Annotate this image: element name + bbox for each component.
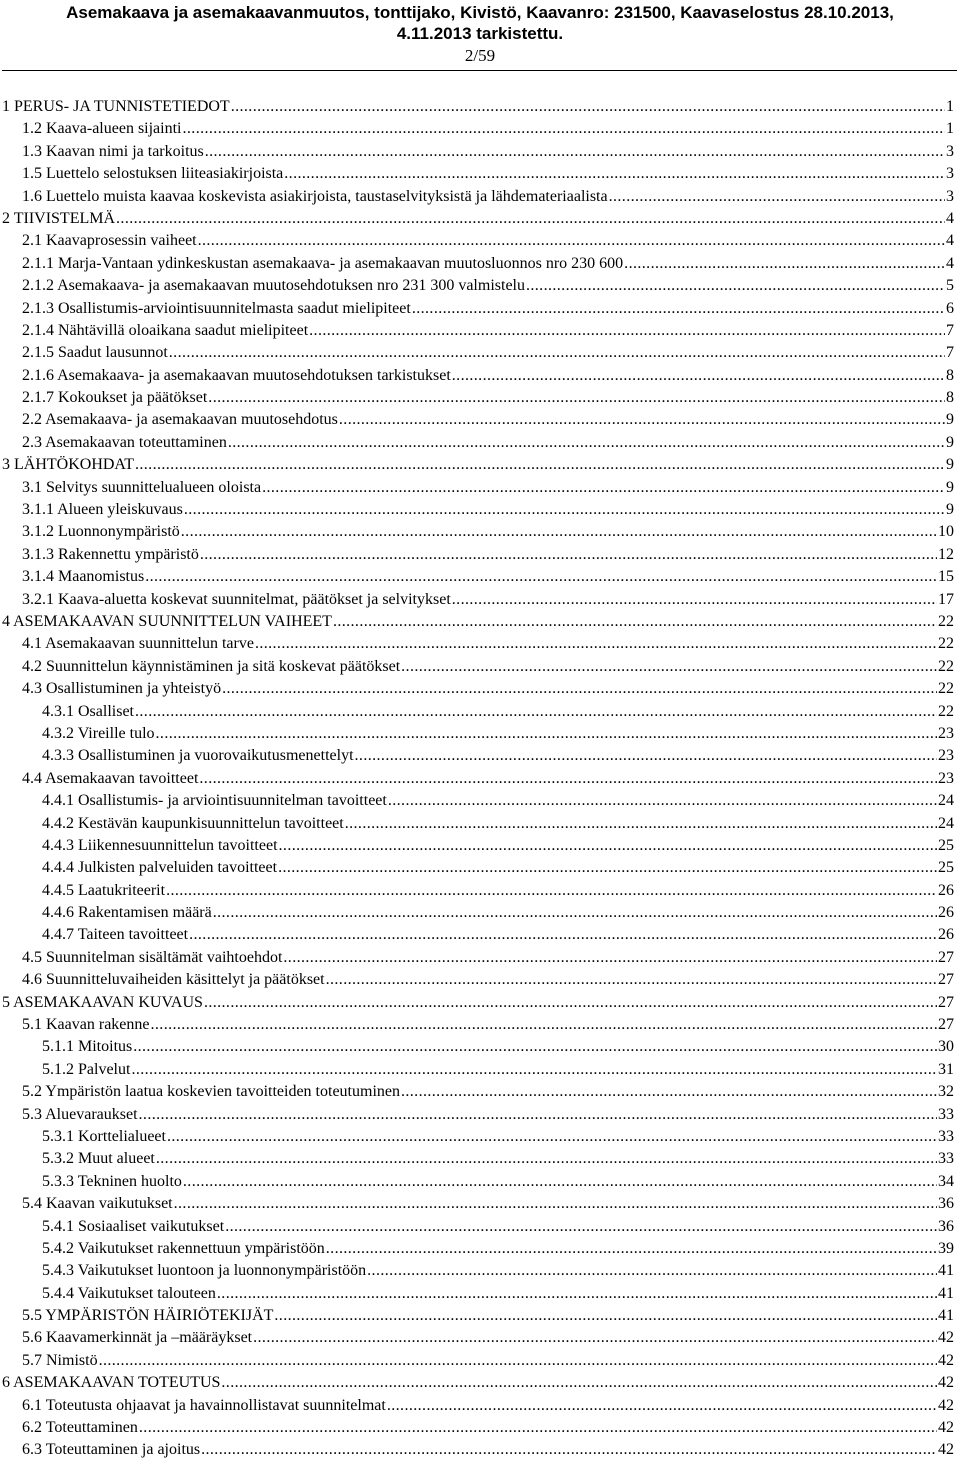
- toc-entry-title: 2.1.1 Marja-Vantaan ydinkeskustan asemakaava- ja asemakaavan muutosluonnos nro 230 600: [22, 254, 624, 272]
- toc-entry[interactable]: [0, 186, 960, 208]
- toc-entry[interactable]: [0, 1193, 960, 1215]
- toc-leader-dots: [184, 499, 945, 521]
- toc-entry-page: 42: [938, 1351, 954, 1369]
- toc-entry-title: 4.4.7 Taiteen tavoitteet: [42, 926, 189, 944]
- toc-entry-page: 39: [938, 1239, 954, 1257]
- toc-entry[interactable]: [0, 992, 960, 1014]
- toc-entry-title: 1.2 Kaava-alueen sijainti: [22, 120, 182, 138]
- toc-leader-dots: [174, 1193, 937, 1215]
- toc-entry[interactable]: [0, 409, 960, 431]
- toc-leader-dots: [284, 163, 945, 185]
- toc-entry-page: 36: [938, 1195, 954, 1213]
- toc-entry-title: 2 TIIVISTELMÄ: [2, 209, 116, 227]
- toc-entry[interactable]: [0, 387, 960, 409]
- toc-entry-title: 4.3.2 Vireille tulo: [42, 724, 155, 742]
- toc-entry[interactable]: [0, 566, 960, 588]
- toc-entry[interactable]: [0, 499, 960, 521]
- toc-entry[interactable]: [0, 1104, 960, 1126]
- toc-entry-page: 22: [938, 657, 954, 675]
- toc-leader-dots: [388, 790, 937, 812]
- toc-leader-dots: [135, 454, 945, 476]
- toc-entry-page: 24: [938, 792, 954, 810]
- toc-entry-title: 5.3.3 Tekninen huolto: [42, 1172, 182, 1190]
- toc-entry[interactable]: [0, 723, 960, 745]
- toc-entry-page: 24: [938, 814, 954, 832]
- toc-entry-title: 5.1.1 Mitoitus: [42, 1038, 133, 1056]
- toc-entry[interactable]: [0, 656, 960, 678]
- toc-leader-dots: [339, 409, 945, 431]
- toc-entry-page: 30: [938, 1038, 954, 1056]
- toc-leader-dots: [181, 521, 937, 543]
- toc-entry-title: 3.1.3 Rakennettu ympäristö: [22, 545, 199, 563]
- toc-entry-title: 4.4.3 Liikennesuunnittelun tavoitteet: [42, 836, 278, 854]
- toc-entry[interactable]: [0, 745, 960, 767]
- toc-entry[interactable]: [0, 1126, 960, 1148]
- toc-entry[interactable]: [0, 1014, 960, 1036]
- toc-entry-page: 32: [938, 1083, 954, 1101]
- toc-entry[interactable]: [0, 1171, 960, 1193]
- toc-leader-dots: [139, 1104, 937, 1126]
- toc-entry-title: 3.1 Selvitys suunnittelualueen oloista: [22, 478, 262, 496]
- toc-entry-page: 23: [938, 747, 954, 765]
- toc-entry-page: 7: [946, 321, 954, 339]
- toc-entry-page: 27: [938, 1016, 954, 1034]
- toc-leader-dots: [205, 141, 945, 163]
- toc-entry-title: 2.2 Asemakaava- ja asemakaavan muutosehdotus: [22, 411, 338, 429]
- toc-leader-dots: [262, 477, 945, 499]
- toc-leader-dots: [151, 1014, 938, 1036]
- toc-entry[interactable]: [0, 1059, 960, 1081]
- toc-entry-page: 42: [938, 1419, 954, 1437]
- toc-leader-dots: [213, 902, 937, 924]
- toc-entry-page: 3: [946, 142, 954, 160]
- toc-entry[interactable]: [0, 701, 960, 723]
- toc-entry[interactable]: [0, 342, 960, 364]
- toc-entry[interactable]: [0, 1305, 960, 1327]
- toc-entry-title: 2.1.6 Asemakaava- ja asemakaavan muutosehdotuksen tarkistukset: [22, 366, 451, 384]
- toc-entry[interactable]: [0, 1148, 960, 1170]
- toc-entry-title: 4.3.3 Osallistuminen ja vuorovaikutusmenettelyt: [42, 747, 354, 765]
- toc-entry-page: 1: [946, 98, 954, 115]
- toc-entry[interactable]: [0, 947, 960, 969]
- toc-entry[interactable]: [0, 969, 960, 991]
- toc-entry-page: 34: [938, 1172, 954, 1190]
- toc-leader-dots: [309, 320, 945, 342]
- toc-entry-title: 4.4 Asemakaavan tavoitteet: [22, 769, 199, 787]
- toc-entry[interactable]: [0, 432, 960, 454]
- toc-entry-page: 41: [938, 1284, 954, 1302]
- toc-leader-dots: [326, 969, 937, 991]
- toc-entry-page: 3: [946, 187, 954, 205]
- toc-entry-page: 25: [938, 859, 954, 877]
- toc-entry-title: 1 PERUS- JA TUNNISTETIEDOT: [2, 98, 230, 115]
- toc-entry-title: 2.3 Asemakaavan toteuttaminen: [22, 433, 227, 451]
- toc-entry[interactable]: [0, 678, 960, 700]
- toc-entry-title: 5.3 Aluevaraukset: [22, 1105, 138, 1123]
- toc-entry-title: 2.1 Kaavaprosessin vaiheet: [22, 232, 197, 250]
- toc-entry-title: 1.6 Luettelo muista kaavaa koskevista asiakirjoista, taustaselvityksistä ja lähdemateriaalista: [22, 187, 608, 205]
- toc-entry[interactable]: [0, 611, 960, 633]
- toc-leader-dots: [145, 566, 937, 588]
- toc-entry-page: 15: [938, 568, 954, 586]
- toc-entry-title: 4.2 Suunnittelun käynnistäminen ja sitä koskevat päätökset: [22, 657, 401, 675]
- toc-entry-page: 4: [946, 232, 954, 250]
- toc-entry[interactable]: [0, 1327, 960, 1349]
- header-title-line-2: 4.11.2013 tarkistettu.: [396, 24, 564, 43]
- toc-entry-title: 4.3 Osallistuminen ja yhteistyö: [22, 680, 222, 698]
- toc-entry[interactable]: [0, 1238, 960, 1260]
- toc-entry-title: 5.3.2 Muut alueet: [42, 1150, 155, 1168]
- toc-entry[interactable]: [0, 1260, 960, 1282]
- toc-entry-page: 4: [946, 254, 954, 272]
- toc-leader-dots: [116, 208, 945, 230]
- toc-entry-title: 5.1 Kaavan rakenne: [22, 1016, 150, 1034]
- toc-entry-title: 1.5 Luettelo selostuksen liiteasiakirjoista: [22, 165, 284, 183]
- toc-entry[interactable]: [0, 141, 960, 163]
- toc-entry[interactable]: [0, 118, 960, 140]
- toc-entry-page: 27: [938, 971, 954, 989]
- toc-entry-title: 4.4.5 Laatukriteerit: [42, 881, 166, 899]
- toc-leader-dots: [624, 253, 945, 275]
- toc-leader-dots: [199, 768, 937, 790]
- toc-entry-page: 23: [938, 724, 954, 742]
- toc-entry-page: 26: [938, 904, 954, 922]
- toc-leader-dots: [200, 544, 937, 566]
- toc-entry-page: 27: [938, 993, 954, 1011]
- toc-entry[interactable]: [0, 589, 960, 611]
- toc-entry-title: 5.6 Kaavamerkinnät ja –määräykset: [22, 1329, 253, 1347]
- toc-leader-dots: [156, 1148, 937, 1170]
- toc-entry-page: 42: [938, 1374, 954, 1392]
- toc-entry-title: 4.4.4 Julkisten palveluiden tavoitteet: [42, 859, 278, 877]
- toc-leader-dots: [217, 1283, 937, 1305]
- toc-entry[interactable]: [0, 633, 960, 655]
- toc-entry-page: 26: [938, 881, 954, 899]
- toc-leader-dots: [156, 723, 937, 745]
- toc-leader-dots: [255, 633, 937, 655]
- toc-entry-title: 3.1.2 Luonnonympäristö: [22, 523, 180, 541]
- toc-leader-dots: [401, 1081, 937, 1103]
- toc-entry[interactable]: [0, 163, 960, 185]
- toc-entry-page: 41: [938, 1262, 954, 1280]
- toc-entry-title: 3.1.1 Alueen yleiskuvaus: [22, 501, 183, 519]
- toc-entry-page: 33: [938, 1150, 954, 1168]
- toc-entry[interactable]: [0, 857, 960, 879]
- toc-leader-dots: [526, 275, 945, 297]
- toc-entry-title: 5.5 YMPÄRISTÖN HÄIRIÖTEKIJÄT: [22, 1307, 274, 1325]
- toc-entry[interactable]: [0, 1350, 960, 1372]
- toc-entry-page: 33: [938, 1105, 954, 1123]
- toc-entry-page: 9: [946, 456, 954, 474]
- toc-entry-page: 26: [938, 926, 954, 944]
- toc-entry[interactable]: [0, 208, 960, 230]
- toc-entry-page: 3: [946, 165, 954, 183]
- toc-entry-title: 2.1.3 Osallistumis-arviointisuunnitelmasta saadut mielipiteet: [22, 299, 411, 317]
- toc-entry[interactable]: [0, 230, 960, 252]
- toc-entry-page: 12: [938, 545, 954, 563]
- toc-entry-page: 42: [938, 1441, 954, 1459]
- toc-entry-title: 5.4.1 Sosiaaliset vaikutukset: [42, 1217, 225, 1235]
- toc-leader-dots: [198, 230, 945, 252]
- toc-entry-page: 9: [946, 501, 954, 519]
- toc-entry-title: 5 ASEMAKAAVAN KUVAUS: [2, 993, 203, 1011]
- toc-entry[interactable]: [0, 1417, 960, 1439]
- toc-entry[interactable]: [0, 880, 960, 902]
- toc-entry[interactable]: [0, 96, 960, 118]
- toc-entry-page: 5: [946, 277, 954, 295]
- toc-entry-page: 10: [938, 523, 954, 541]
- toc-leader-dots: [169, 342, 945, 364]
- toc-entry[interactable]: [0, 544, 960, 566]
- toc-entry-title: 3.1.4 Maanomistus: [22, 568, 145, 586]
- toc-entry[interactable]: [0, 1081, 960, 1103]
- toc-leader-dots: [189, 924, 937, 946]
- toc-entry-page: 1: [946, 120, 954, 138]
- toc-entry[interactable]: [0, 1439, 960, 1461]
- header-divider: [2, 70, 957, 71]
- toc-leader-dots: [452, 365, 945, 387]
- toc-leader-dots: [221, 1372, 937, 1394]
- toc-entry-page: 25: [938, 836, 954, 854]
- toc-entry-page: 4: [946, 209, 954, 227]
- toc-entry-page: 6: [946, 299, 954, 317]
- toc-leader-dots: [204, 992, 937, 1014]
- toc-leader-dots: [274, 1305, 937, 1327]
- toc-entry-title: 6 ASEMAKAAVAN TOTEUTUS: [2, 1374, 221, 1392]
- toc-leader-dots: [99, 1350, 937, 1372]
- toc-leader-dots: [452, 589, 937, 611]
- toc-entry-title: 5.3.1 Korttelialueet: [42, 1127, 166, 1145]
- toc-leader-dots: [222, 678, 937, 700]
- toc-leader-dots: [131, 1059, 937, 1081]
- toc-leader-dots: [135, 701, 937, 723]
- toc-leader-dots: [326, 1238, 937, 1260]
- toc-entry-page: 8: [946, 389, 954, 407]
- toc-entry-title: 5.4.2 Vaikutukset rakennettuun ympäristöön: [42, 1239, 325, 1257]
- toc-entry-title: 4.6 Suunnitteluvaiheiden käsittelyt ja päätökset: [22, 971, 325, 989]
- toc-entry[interactable]: [0, 298, 960, 320]
- toc-entry[interactable]: [0, 813, 960, 835]
- toc-entry-title: 5.7 Nimistö: [22, 1351, 98, 1369]
- toc-entry[interactable]: [0, 924, 960, 946]
- toc-entry-page: 9: [946, 478, 954, 496]
- toc-entry[interactable]: [0, 275, 960, 297]
- toc-leader-dots: [166, 880, 937, 902]
- toc-entry-title: 6.3 Toteuttaminen ja ajoitus: [22, 1441, 201, 1459]
- toc-entry[interactable]: [0, 320, 960, 342]
- toc-entry-title: 4.4.1 Osallistumis- ja arviointisuunnitelman tavoitteet: [42, 792, 387, 810]
- toc-entry[interactable]: [0, 1036, 960, 1058]
- table-of-contents: [0, 96, 960, 1462]
- toc-leader-dots: [278, 857, 937, 879]
- toc-entry-title: 5.4.4 Vaikutukset talouteen: [42, 1284, 216, 1302]
- toc-entry[interactable]: [0, 902, 960, 924]
- toc-entry-page: 22: [938, 702, 954, 720]
- toc-entry-title: 4.4.6 Rakentamisen määrä: [42, 904, 212, 922]
- toc-leader-dots: [283, 947, 937, 969]
- toc-leader-dots: [401, 656, 937, 678]
- toc-entry-title: 4 ASEMAKAAVAN SUUNNITTELUN VAIHEET: [2, 612, 332, 630]
- toc-leader-dots: [387, 1395, 937, 1417]
- toc-entry[interactable]: [0, 477, 960, 499]
- toc-entry[interactable]: [0, 768, 960, 790]
- toc-entry-page: 42: [938, 1329, 954, 1347]
- toc-entry[interactable]: [0, 1372, 960, 1394]
- toc-leader-dots: [279, 835, 937, 857]
- toc-leader-dots: [231, 96, 945, 118]
- toc-entry-page: 22: [938, 680, 954, 698]
- toc-leader-dots: [133, 1036, 937, 1058]
- toc-entry-page: 8: [946, 366, 954, 384]
- toc-entry-page: 23: [938, 769, 954, 787]
- toc-leader-dots: [609, 186, 945, 208]
- toc-entry-page: 31: [938, 1060, 954, 1078]
- toc-entry-title: 1.3 Kaavan nimi ja tarkoitus: [22, 142, 204, 160]
- toc-leader-dots: [167, 1126, 937, 1148]
- toc-entry[interactable]: [0, 1216, 960, 1238]
- toc-entry[interactable]: [0, 1283, 960, 1305]
- toc-entry-page: 17: [938, 590, 954, 608]
- toc-entry-title: 2.1.2 Asemakaava- ja asemakaavan muutosehdotuksen nro 231 300 valmistelu: [22, 277, 525, 295]
- toc-entry[interactable]: [0, 253, 960, 275]
- toc-entry-page: 42: [938, 1396, 954, 1414]
- toc-leader-dots: [412, 298, 945, 320]
- toc-leader-dots: [183, 1171, 937, 1193]
- toc-entry-page: 27: [938, 948, 954, 966]
- toc-entry-page: 9: [946, 411, 954, 429]
- toc-entry[interactable]: [0, 790, 960, 812]
- toc-entry-title: 4.5 Suunnitelman sisältämät vaihtoehdot: [22, 948, 283, 966]
- toc-entry-title: 6.2 Toteuttaminen: [22, 1419, 138, 1437]
- toc-entry-page: 9: [946, 433, 954, 451]
- toc-entry-title: 4.3.1 Osalliset: [42, 702, 134, 720]
- toc-entry-page: 22: [938, 635, 954, 653]
- toc-leader-dots: [139, 1417, 937, 1439]
- toc-entry-title: 5.1.2 Palvelut: [42, 1060, 131, 1078]
- toc-leader-dots: [225, 1216, 937, 1238]
- toc-entry-title: 5.4.3 Vaikutukset luontoon ja luonnonympäristöön: [42, 1262, 367, 1280]
- toc-entry-page: 33: [938, 1127, 954, 1145]
- toc-entry-title: 4.4.2 Kestävän kaupunkisuunnittelun tavoitteet: [42, 814, 344, 832]
- toc-leader-dots: [183, 118, 946, 140]
- toc-entry[interactable]: [0, 365, 960, 387]
- toc-leader-dots: [367, 1260, 937, 1282]
- toc-entry[interactable]: [0, 835, 960, 857]
- toc-leader-dots: [253, 1327, 937, 1349]
- toc-entry[interactable]: [0, 521, 960, 543]
- toc-entry[interactable]: [0, 1395, 960, 1417]
- toc-entry-page: 41: [938, 1307, 954, 1325]
- toc-leader-dots: [345, 813, 937, 835]
- toc-entry-page: 22: [938, 612, 954, 630]
- toc-entry-title: 3 LÄHTÖKOHDAT: [2, 456, 134, 474]
- toc-entry-page: 7: [946, 344, 954, 362]
- toc-leader-dots: [333, 611, 937, 633]
- toc-entry-title: 3.2.1 Kaava-aluetta koskevat suunnitelmat, päätökset ja selvitykset: [22, 590, 451, 608]
- toc-entry[interactable]: [0, 454, 960, 476]
- toc-entry-page: 36: [938, 1217, 954, 1235]
- toc-leader-dots: [201, 1439, 937, 1461]
- toc-entry-title: 6.1 Toteutusta ohjaavat ja havainnollistavat suunnitelmat: [22, 1396, 386, 1414]
- page-number: 2/59: [464, 46, 496, 65]
- toc-entry-title: 2.1.5 Saadut lausunnot: [22, 344, 168, 362]
- toc-entry-title: 2.1.4 Nähtävillä oloaikana saadut mielipiteet: [22, 321, 309, 339]
- toc-entry-title: 5.4 Kaavan vaikutukset: [22, 1195, 173, 1213]
- toc-entry-title: 2.1.7 Kokoukset ja päätökset: [22, 389, 208, 407]
- toc-leader-dots: [208, 387, 945, 409]
- toc-entry-title: 5.2 Ympäristön laatua koskevien tavoitteiden toteutuminen: [22, 1083, 400, 1101]
- toc-leader-dots: [355, 745, 937, 767]
- toc-entry-title: 4.1 Asemakaavan suunnittelun tarve: [22, 635, 254, 653]
- toc-leader-dots: [228, 432, 945, 454]
- header-title-line-1: Asemakaava ja asemakaavanmuutos, tonttijako, Kivistö, Kaavanro: 231500, Kaavaselostus 28.10.2013,: [66, 3, 894, 22]
